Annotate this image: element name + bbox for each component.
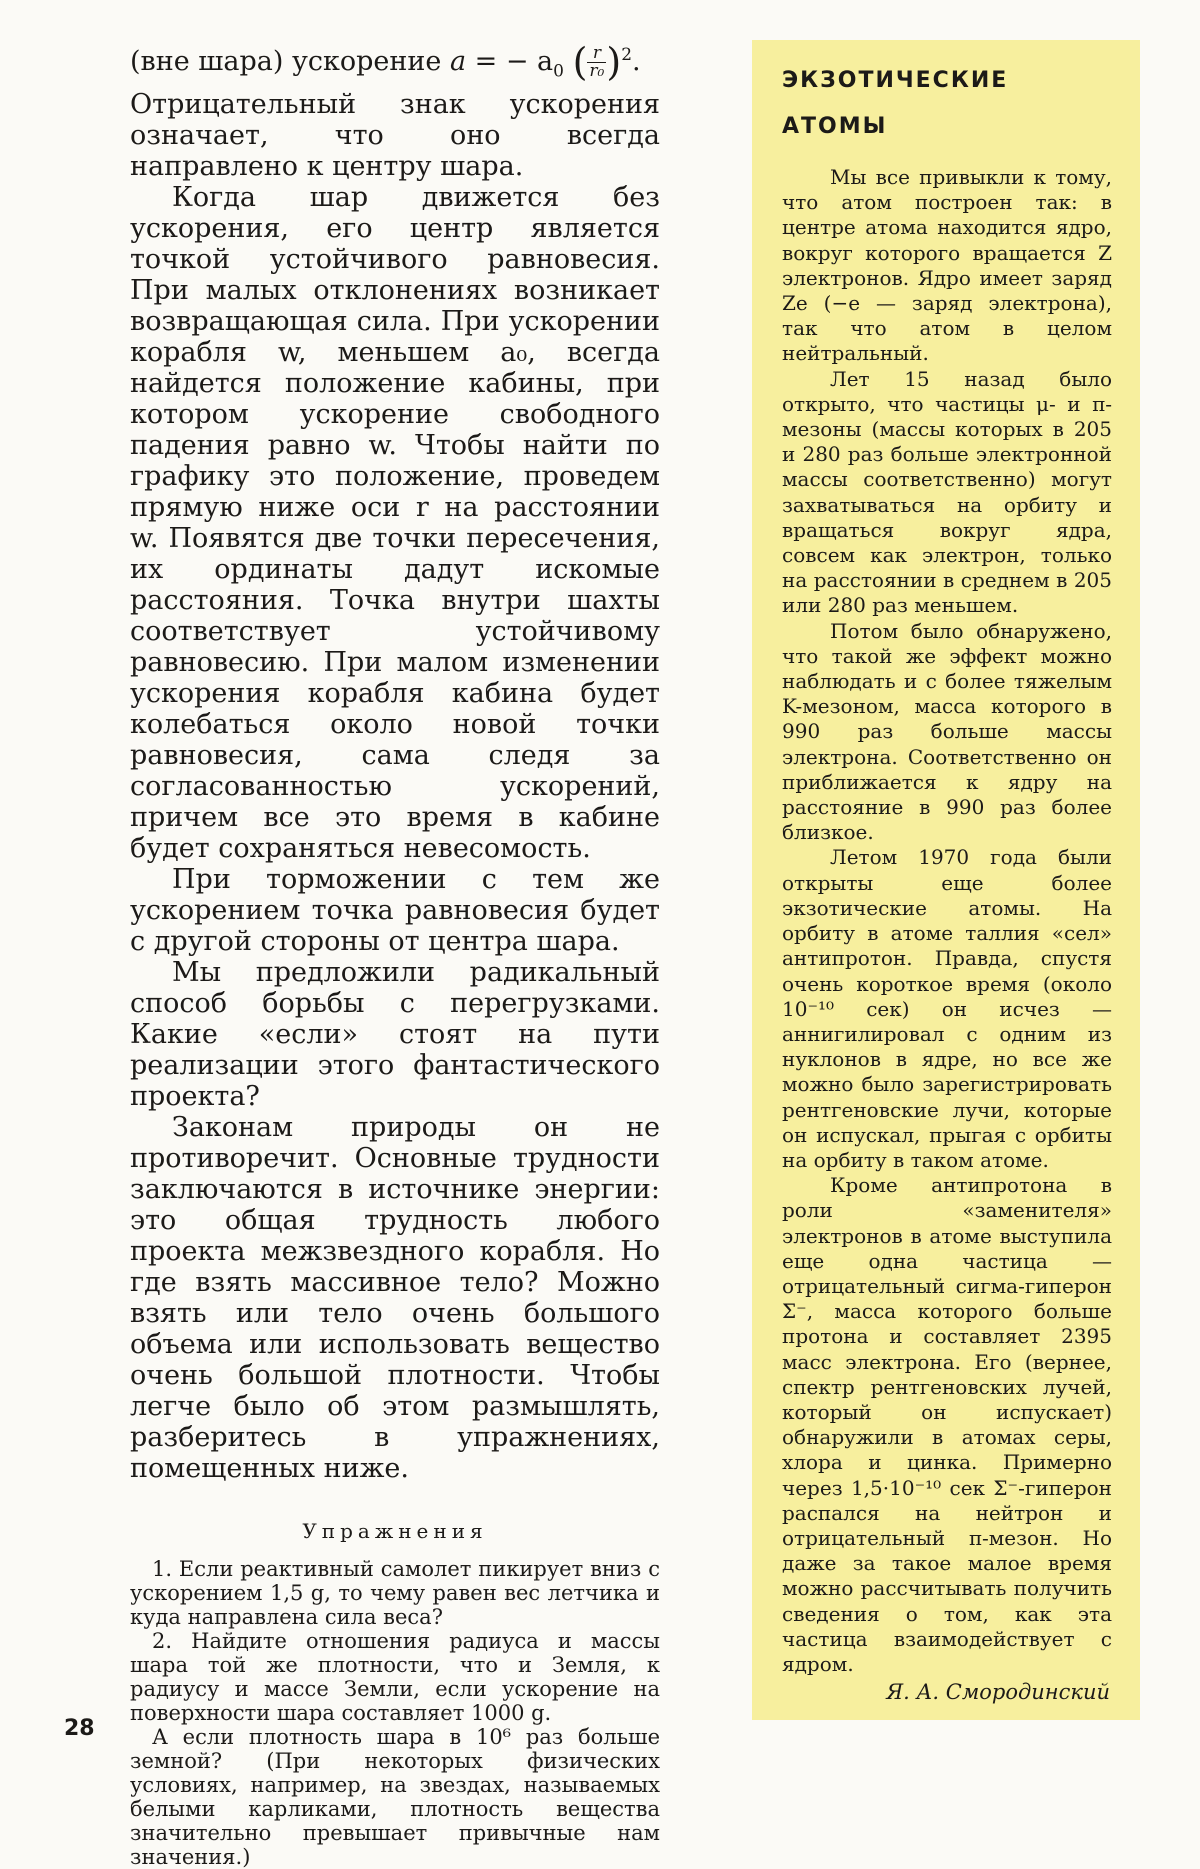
sidebar-text [782, 165, 1112, 1677]
paragraph-3: При торможении с тем же ускорением точка равновесия будет с другой стороны от центра шара. [130, 864, 660, 958]
formula-numerator: r [587, 45, 606, 63]
formula-equals: = − a [466, 46, 554, 77]
paragraph-2: Когда шар движется без ускорения, его центр является точкой устойчивого равновесия. При малых отклонениях возникает возвращающая сила. При ускорении корабля w, меньшем a₀, всегда найдется положение кабины, при котором ускорение свободного падения равно w. Чтобы найти по графику это положение, проведем прямую ниже оси r на расстоянии w. Появятся две точки пересечения, их ординаты дадут искомые расстояния. Точка внутри шахты соответствует устойчивому равновесию. При малом изменении ускорения корабля кабина будет колебаться около новой точки равновесия, сама следя за согласованностью ускорений, причем все это время в кабине будет сохраняться невесомость. [130, 182, 660, 865]
sidebar-paragraph-5: Кроме антипротона в роли «заменителя» электронов в атоме выступила еще одна частица — отрицательный сигма-гиперон Σ⁻, масса которого больше протона и составляет 2395 масс электрона. Его (вернее, спектр рентгеновских лучей, который он испускает) обнаружили в атомах серы, хлора и цинка. Примерно через 1,5·10⁻¹⁰ сек Σ⁻-гиперон распался на нейтрон и отрицательный π-мезон. Но даже за такое малое время можно рассчитывать получить сведения о том, как эта частица взаимодействует с ядром. [782, 1173, 1112, 1676]
paragraph-1: Отрицательный знак ускорения означает, что оно всегда направлено к центру шара. [130, 89, 660, 183]
page-number: 28 [64, 1716, 95, 1741]
formula-fraction [587, 45, 606, 80]
sidebar-paragraph-4: Летом 1970 года были открыты еще более экзотические атомы. На орбиту в атоме таллия «сел» антипротон. Правда, спустя очень короткое время (около 10⁻¹⁰ сек) он исчез — аннигилировал с одним из нуклонов в ядре, но все же можно было зарегистрировать рентгеновские лучи, которые он испускал, прыгая с орбиты на орбиту в таком атоме. [782, 845, 1112, 1172]
sidebar-paragraph-1: Мы все привыкли к тому, что атом построен так: в центре атома находится ядро, вокруг которого вращается Z электронов. Ядро имеет заряд Ze (−e — заряд электрона), так что атом в целом нейтральный. [782, 165, 1112, 366]
formula-subscript: 0 [553, 61, 564, 82]
exercise-2: 2. Найдите отношения радиуса и массы шара той же плотности, что и Земля, к радиусу и массе Земли, если ускорение на поверхности шара составляет 1000 g. [130, 1629, 660, 1726]
main-article-column [130, 40, 660, 1869]
sidebar-paragraph-3: Потом было обнаружено, что такой же эффект можно наблюдать и с более тяжелым K-мезоном, масса которого в 990 раз больше массы электрона. Соответственно он приближается к ядру на расстояние в 990 раз более близкое. [782, 618, 1112, 845]
formula-period: . [632, 46, 641, 77]
formula-exponent: 2 [621, 45, 633, 65]
exercises-heading: Упражнения [302, 1519, 488, 1544]
formula-prefix: (вне шара) ускорение [130, 46, 442, 77]
paragraph-4: Мы предложили радикальный способ борьбы с перегрузками. Какие «если» стоят на пути реализации этого фантастического проекта? [130, 957, 660, 1113]
sidebar-title: ЭКЗОТИЧЕСКИЕ АТОМЫ [782, 68, 1009, 139]
acceleration-formula [130, 40, 660, 87]
author-signature: Я. А. Смородинский [886, 1680, 1110, 1704]
formula-variable: a [449, 46, 467, 77]
sidebar-box [752, 40, 1140, 1720]
exercise-2-continued: А если плотность шара в 10⁶ раз больше земной? (При некоторых физических условиях, например, на звездах, называемых белыми карликами, плотность вещества значительно превышает привычные нам значения.) [130, 1725, 660, 1869]
exercise-1: 1. Если реактивный самолет пикирует вниз с ускорением 1,5 g, то чему равен вес летчика и куда направлена сила веса? [130, 1557, 660, 1630]
sidebar-paragraph-2: Лет 15 назад было открыто, что частицы μ- и π-мезоны (массы которых в 205 и 280 раз больше электронной массы соответственно) могут захватываться на орбиту и вращаться вокруг ядра, совсем как электрон, только на расстоянии в среднем в 205 или 280 раз меньшем. [782, 366, 1112, 618]
formula-left-paren: ( [572, 40, 588, 84]
paragraph-5: Законам природы он не противоречит. Основные трудности заключаются в источнике энергии: это общая трудность любого проекта межзвездного корабля. Но где взять массивное тело? Можно взять или тело очень большого объема или использовать вещество очень большой плотности. Чтобы легче было об этом размышлять, разберитесь в упражнениях, помещенных ниже. [130, 1112, 660, 1485]
formula-right-paren: ) [606, 40, 622, 84]
formula-denominator: r₀ [589, 61, 605, 81]
exercises-list [130, 1557, 660, 1869]
